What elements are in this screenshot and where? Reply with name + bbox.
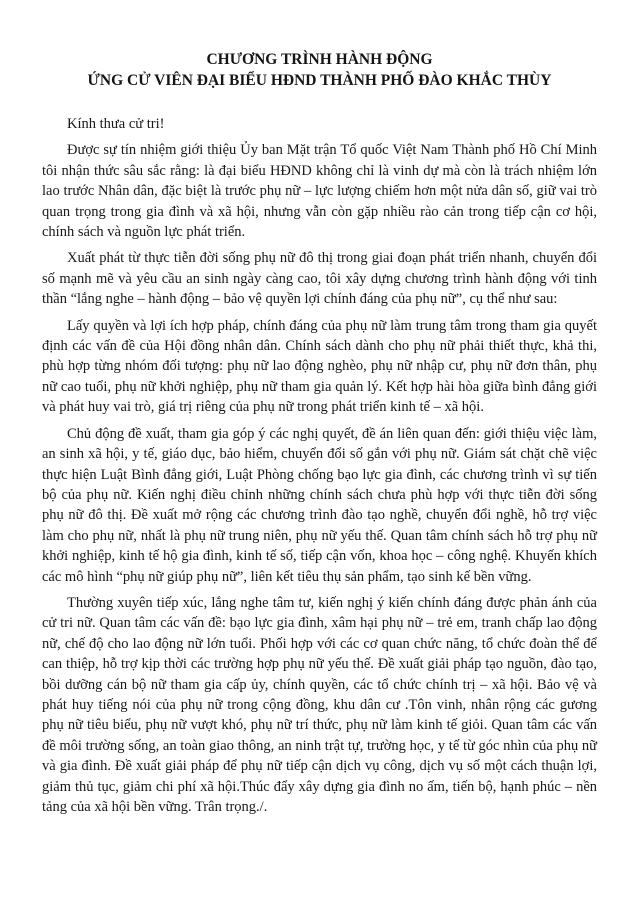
paragraph-program-spirit: Xuất phát từ thực tiễn đời sống phụ nữ đô thị trong giai đoạn phát triển nhanh, chuyển đổi số mạnh mẽ và yêu cầu an sinh ngày càng cao, tôi xây dựng chương trình hành động với tinh thần “lắng nghe – hành động – bảo vệ quyền lợi chính đáng của phụ nữ”, cụ thể như sau: <box>42 250 597 308</box>
paragraph-women-rights-center: Lấy quyền và lợi ích hợp pháp, chính đáng của phụ nữ làm trung tâm trong tham gia quyết định các vấn đề của Hội đồng nhân dân. Chính sách dành cho phụ nữ phải thiết thực, khả thi, phù hợp từng nhóm đối tượng: phụ nữ lao động nghèo, phụ nữ nhập cư, phụ nữ đơn thân, phụ nữ cao tuổi, phụ nữ khởi nghiệp, phụ nữ tham gia quản lý. Kết hợp hài hòa giữa bình đẳng giới và phát huy vai trò, giá trị riêng của phụ nữ trong phát triển kinh tế – xã hội. <box>42 317 597 416</box>
document-title-line-1: CHƯƠNG TRÌNH HÀNH ĐỘNG <box>206 51 433 68</box>
paragraph-voter-engagement-closing: Thường xuyên tiếp xúc, lắng nghe tâm tư, kiến nghị ý kiến chính đáng được phản ánh của cử tri nữ. Quan tâm các vấn đề: bạo lực gia đình, xâm hại phụ nữ – trẻ em, tranh chấp lao động nữ, chế độ cho lao động nữ lớn tuổi. Phối hợp với các cơ quan chức năng, tổ chức đoàn thể để can thiệp, hỗ trợ kịp thời các trường hợp phụ nữ yếu thế. Đề xuất giải pháp tạo nguồn, đào tạo, bồi dưỡng cán bộ nữ tham gia cấp ủy, chính quyền, các tổ chức chính trị – xã hội. Bảo vệ và phát huy tiếng nói của phụ nữ trong cộng đồng, khu dân cư .Tôn vinh, nhân rộng các gương phụ nữ tiêu biểu, phụ nữ vượt khó, phụ nữ trí thức, phụ nữ làm kinh tế giỏi. Quan tâm các vấn đề môi trường sống, an toàn giao thông, an ninh trật tự, trường học, y tế từ góc nhìn của phụ nữ và gia đình. Đề xuất giải pháp để phụ nữ tiếp cận dịch vụ công, dịch vụ số một cách thuận lợi, giảm thủ tục, giảm chi phí xã hội.Thúc đẩy xây dựng gia đình no ấm, tiến bộ, hạnh phúc – nền tảng của xã hội bền vững. Trân trọng./. <box>42 594 597 815</box>
document-title <box>42 50 597 91</box>
paragraph-policy-proposals: Chủ động đề xuất, tham gia góp ý các nghị quyết, đề án liên quan đến: giới thiệu việc làm, an sinh xã hội, y tế, giáo dục, bảo hiểm, chuyển đổi số gắn với phụ nữ. Giám sát chặt chẽ việc thực hiện Luật Bình đẳng giới, Luật Phòng chống bạo lực gia đình, các chương trình vì sự tiến bộ của phụ nữ. Kiến nghị điều chỉnh những chính sách chưa phù hợp với thực tiễn đời sống phụ nữ đô thị. Đề xuất mở rộng các chương trình đào tạo nghề, chuyển đổi nghề, hỗ trợ việc làm cho phụ nữ, nhất là phụ nữ trung niên, phụ nữ yếu thế. Quan tâm chính sách hỗ trợ phụ nữ khởi nghiệp, kinh tế hộ gia đình, kinh tế số, tiếp cận vốn, khoa học – công nghệ. Khuyến khích các mô hình “phụ nữ giúp phụ nữ”, liên kết tiêu thụ sản phẩm, tạo sinh kế bền vững. <box>42 425 597 585</box>
paragraph-introduction: Được sự tín nhiệm giới thiệu Ủy ban Mặt trận Tổ quốc Việt Nam Thành phố Hồ Chí Minh tôi nhận thức sâu sắc rằng: là đại biểu HĐND không chỉ là vinh dự mà còn là trách nhiệm lớn lao trước Nhân dân, đặc biệt là trước phụ nữ – lực lượng chiếm hơn một nửa dân số, giữ vai trò quan trọng trong gia đình và xã hội, nhưng vẫn còn gặp nhiều rào cản trong tiếp cận cơ hội, chính sách và nguồn lực phát triển. <box>42 142 597 241</box>
document-title-line-2: ỨNG CỬ VIÊN ĐẠI BIỂU HĐND THÀNH PHỐ ĐÀO KHẮC THÙY <box>87 71 552 89</box>
salutation-text: Kính thưa cử tri! <box>67 116 165 132</box>
